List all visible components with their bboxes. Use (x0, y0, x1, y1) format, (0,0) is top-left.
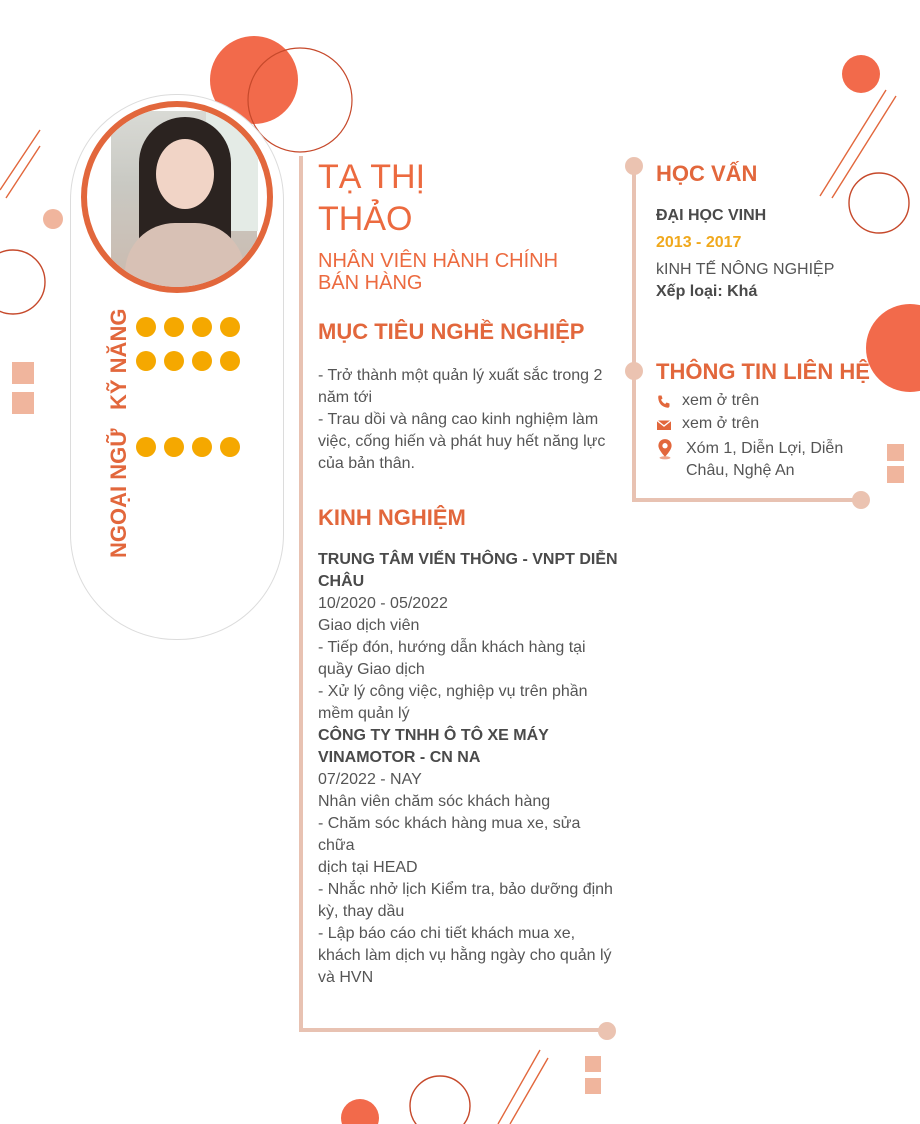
job-entry (318, 549, 618, 725)
objective-text (318, 365, 618, 475)
text-line: - Trở thành một quản lý xuất sắc trong 2 (318, 367, 603, 384)
text-line: dịch tại HEAD (318, 859, 418, 876)
avatar (81, 101, 273, 293)
main-divider-bottom (299, 1028, 605, 1032)
experience-heading: KINH NGHIỆM (318, 505, 466, 530)
text-line: - Chăm sóc khách hàng mua xe, sửa chữa (318, 815, 581, 854)
objective-heading: MỤC TIÊU NGHỀ NGHIỆP (318, 319, 585, 344)
education-years: 2013 - 2017 (656, 234, 742, 251)
phone-icon (656, 394, 672, 410)
text-line: - Lập báo cáo chi tiết khách mua xe, (318, 925, 576, 942)
address-line: Xóm 1, Diễn Lợi, Diễn (686, 440, 844, 457)
timeline-dot (852, 491, 870, 509)
deco-dot (43, 209, 63, 229)
skills-rating (136, 317, 240, 371)
text-line: khách làm dịch vụ hằng ngày cho quản lý (318, 947, 612, 964)
company-name: VINAMOTOR - CN NA (318, 749, 481, 766)
deco-circle (842, 55, 880, 93)
right-divider-bottom (632, 498, 860, 502)
right-divider (632, 166, 636, 502)
company-name: CÔNG TY TNHH Ô TÔ XE MÁY (318, 727, 549, 744)
timeline-dot (625, 362, 643, 380)
education-grade: Xếp loại: Khá (656, 283, 758, 300)
company-name: TRUNG TÂM VIẾN THÔNG - VNPT DIỄN (318, 551, 618, 568)
location-pin-icon (656, 438, 674, 460)
education-heading: HỌC VẤN (656, 161, 758, 186)
contact-phone (656, 392, 759, 410)
contact-address (656, 438, 843, 482)
name-line: TẠ THỊ (318, 158, 426, 196)
school-name: ĐẠI HỌC VINH (656, 207, 767, 224)
education-major: kINH TẾ NÔNG NGHIỆP (656, 261, 835, 278)
deco-circle (866, 304, 920, 392)
text-line: - Trau dồi và nâng cao kinh nghiệm làm (318, 411, 599, 428)
main-divider (299, 156, 303, 1032)
text-line: mềm quản lý (318, 705, 410, 722)
job-position: Nhân viên chăm sóc khách hàng (318, 793, 551, 810)
mail-icon (656, 417, 672, 433)
experience-list (318, 549, 618, 989)
job-title (318, 250, 608, 294)
languages-rating (136, 437, 240, 457)
text-line: kỳ, thay dầu (318, 903, 405, 920)
contact-email (656, 415, 759, 433)
text-line: - Tiếp đón, hướng dẫn khách hàng tại (318, 639, 586, 656)
job-entry (318, 725, 618, 989)
text-line: và HVN (318, 969, 374, 986)
candidate-name (318, 156, 578, 240)
role-line: BÁN HÀNG (318, 272, 423, 294)
job-period: 10/2020 - 05/2022 (318, 595, 448, 612)
company-name: CHÂU (318, 573, 365, 590)
timeline-dot (625, 157, 643, 175)
role-line: NHÂN VIÊN HÀNH CHÍNH (318, 250, 559, 272)
contact-heading: THÔNG TIN LIÊN HỆ (656, 359, 870, 384)
text-line: - Nhắc nhở lịch Kiểm tra, bảo dưỡng định (318, 881, 613, 898)
timeline-dot (598, 1022, 616, 1040)
email-value: xem ở trên (682, 415, 760, 432)
text-line: việc, cống hiến và phát huy hết năng lực (318, 433, 606, 450)
skills-label: KỸ NĂNG (106, 308, 131, 410)
text-line: - Xử lý công việc, nghiệp vụ trên phần (318, 683, 588, 700)
deco-circle-outline (849, 173, 909, 233)
job-position: Giao dịch viên (318, 617, 420, 634)
text-line: quầy Giao dịch (318, 661, 425, 678)
text-line: của bản thân. (318, 455, 415, 472)
languages-label: NGOẠI NGỮ (106, 428, 131, 558)
phone-value: xem ở trên (682, 392, 760, 409)
text-line: năm tới (318, 389, 373, 406)
profile-photo (111, 111, 257, 291)
address-line: Châu, Nghệ An (686, 462, 795, 479)
name-line: THẢO (318, 200, 413, 238)
job-period: 07/2022 - NAY (318, 771, 422, 788)
